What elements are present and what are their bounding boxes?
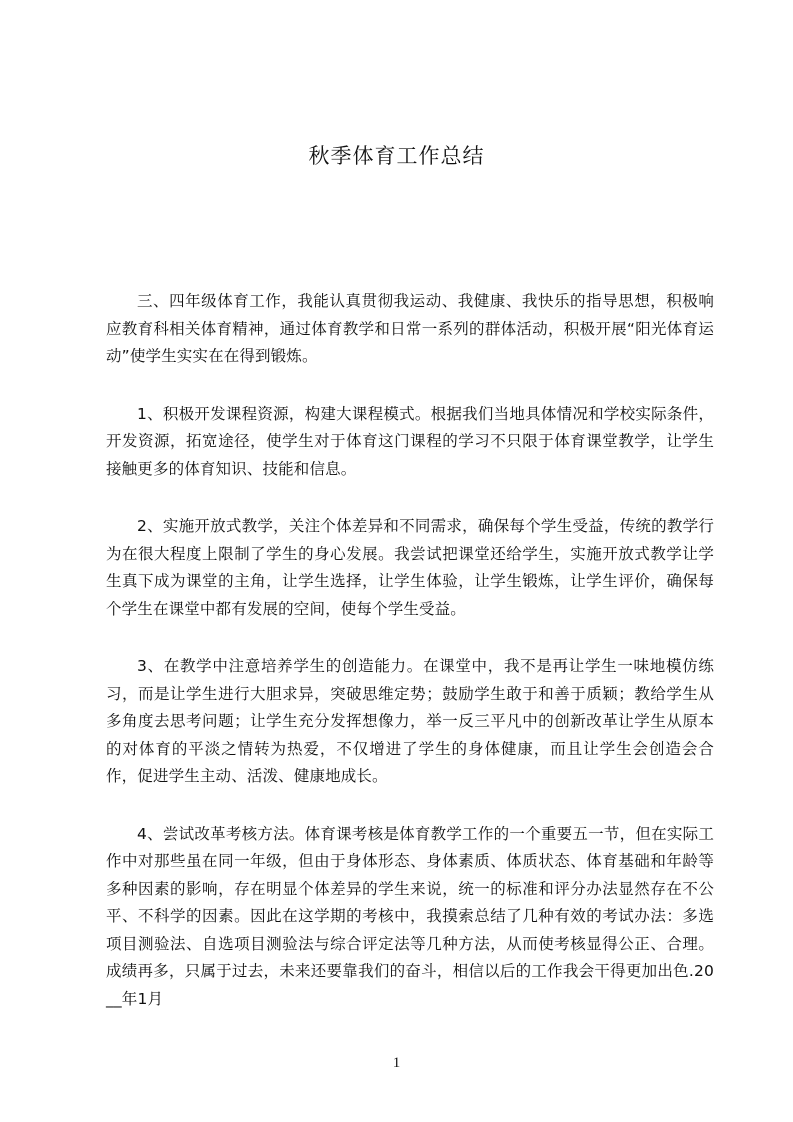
document-body xyxy=(106,288,714,1043)
paragraph-intro: 三、四年级体育工作，我能认真贯彻我运动、我健康、我快乐的指导思想，积极响应教育科相关体育精神，通过体育教学和日常一系列的群体活动，积极开展“阳光体育运动”使学生实实在在得到锻炼。 xyxy=(106,292,714,365)
paragraph-2: 2、实施开放式教学，关注个体差异和不同需求，确保每个学生受益，传统的教学行为在很大程度上限制了学生的身心发展。我尝试把课堂还给学生，实施开放式教学让学生真下成为课堂的主角，让学生选择，让学生体验，让学生锻炼，让学生评价，确保每个学生在课堂中都有发展的空间，使每个学生受益。 xyxy=(106,517,714,618)
page-number: 1 xyxy=(392,1055,401,1071)
paragraph-1: 1、积极开发课程资源，构建大课程模式。根据我们当地具体情况和学校实际条件，开发资源，拓宽途径，使学生对于体育这门课程的学习不只限于体育课堂教学，让学生接触更多的体育知识、技能和信息。 xyxy=(106,404,714,478)
paragraph-4: 4、尝试改革考核方法。体育课考核是体育教学工作的一个重要五一节，但在实际工作中对那些虽在同一年级，但由于身体形态、身体素质、体质状态、体育基础和年龄等多种因素的影响，存在明显个体差异的学生来说，统一的标准和评分办法显然存在不公平、不科学的因素。因此在这学期的考核中，我摸索总结了几种有效的考试办法：多选项目测验法、自选项目测验法与综合评定法等几种方法，从而使考核显得公正、合理。成绩再多，只属于过去，未来还要靠我们的奋斗，相信以后的工作我会干得更加出色.20__年1月 xyxy=(106,824,714,1008)
paragraph-3: 3、在教学中注意培养学生的创造能力。在课堂中，我不是再让学生一味地模仿练习，而是让学生进行大胆求异，突破思维定势；鼓励学生敢于和善于质颖；教给学生从多角度去思考问题；让学生充分发挥想像力，举一反三平凡中的创新改革让学生从原本的对体育的平淡之情转为热爱，不仅增进了学生的身体健康，而且让学生会创造会合作，促进学生主动、活泼、健康地成长。 xyxy=(106,657,714,785)
document-title: 秋季体育工作总结 xyxy=(308,144,485,168)
